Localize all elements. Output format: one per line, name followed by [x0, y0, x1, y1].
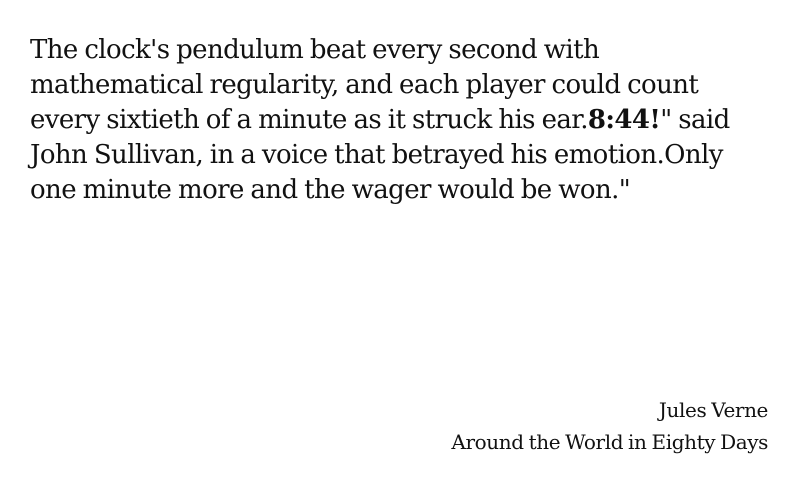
book-title: Around the World in Eighty Days — [451, 430, 768, 454]
author-name: Jules Verne — [658, 398, 768, 422]
attribution — [451, 394, 768, 458]
quote-time: 8:44! — [587, 105, 661, 135]
quote-after-time: " said John Sullivan, in a voice that betrayed his emotion.Only one minute more and the wager would be won." — [30, 105, 730, 205]
quote-text — [30, 33, 770, 208]
quote-before-time: The clock's pendulum beat every second with mathematical regularity, and each player could count every sixtieth of a minute as it struck his ear. — [30, 35, 699, 135]
